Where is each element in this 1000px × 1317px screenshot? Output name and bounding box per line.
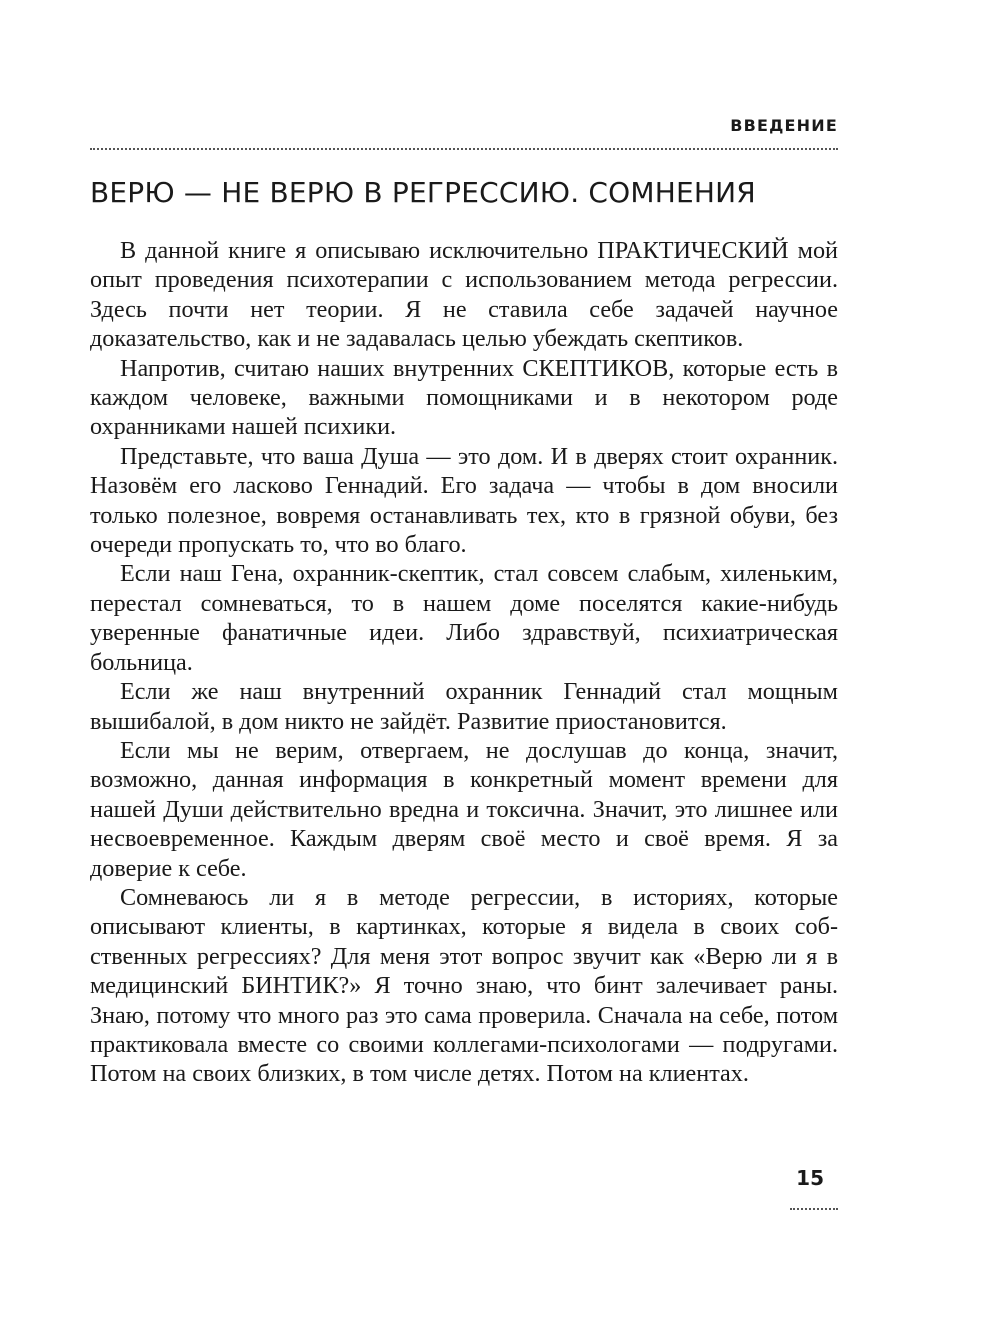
paragraph: В данной книге я описываю исключительно ПРАКТИЧЕСКИЙ мой опыт проведения психотерапии с использованием метода регрессии. Здесь почти нет теории. Я не ставила себе задачей научное доказательство, как и не задавалась целью убеждать скептиков.: [90, 237, 838, 353]
body-text: [90, 236, 838, 1089]
paragraph: Напротив, считаю наших внутренних СКЕПТИКОВ, которые есть в каждом человеке, важными помощниками и в некотором роде охранниками нашей психики.: [90, 354, 838, 441]
running-head: ВВЕДЕНИЕ: [730, 116, 838, 135]
page-number: 15: [796, 1166, 824, 1190]
footer-dotted-rule: [790, 1208, 838, 1210]
section-title: ВЕРЮ — НЕ ВЕРЮ В РЕГРЕССИЮ. СОМНЕНИЯ: [90, 176, 756, 209]
paragraph: Сомневаюсь ли я в методе регрессии, в историях, которые описывают клиенты, в картинках, которые я видела в своих собственных регрессиях? Для меня этот вопрос звучит как «Верю ли я в медицинский БИНТИК?» Я точно знаю, что бинт залечивает раны. Знаю, потому что много раз это сама проверила. Сначала на себе, потом практиковала вместе со своими коллегами-психологами — подругами. Потом на своих близких, в том числе детях. Потом на клиентах.: [90, 883, 838, 1088]
paragraph: Если мы не верим, отвергаем, не дослушав до конца, значит, возможно, данная информация в конкретный момент времени для нашей Души действительно вредна и токсична. Значит, это лишнее или несвоевременное. Каждым дверям своё место и своё время. Я за доверие к себе.: [90, 736, 838, 882]
header-dotted-rule: [90, 148, 838, 150]
paragraph: Представьте, что ваша Душа — это дом. И в дверях стоит охранник. Назовём его ласково Геннадий. Его задача — чтобы в дом вносили только полезное, вовремя останавливать тех, кто в грязной обуви, без очереди пропускать то, что во благо.: [90, 442, 838, 559]
paragraph: Если наш Гена, охранник-скептик, стал совсем слабым, хиленьким, перестал сомневаться, то в нашем доме поселятся какие-нибудь уверенные фанатичные идеи. Либо здравствуй, психиатрическая больница.: [90, 560, 838, 676]
paragraph: Если же наш внутренний охранник Геннадий стал мощным вышибалой, в дом никто не зайдёт. Развитие приостановится.: [90, 678, 838, 735]
